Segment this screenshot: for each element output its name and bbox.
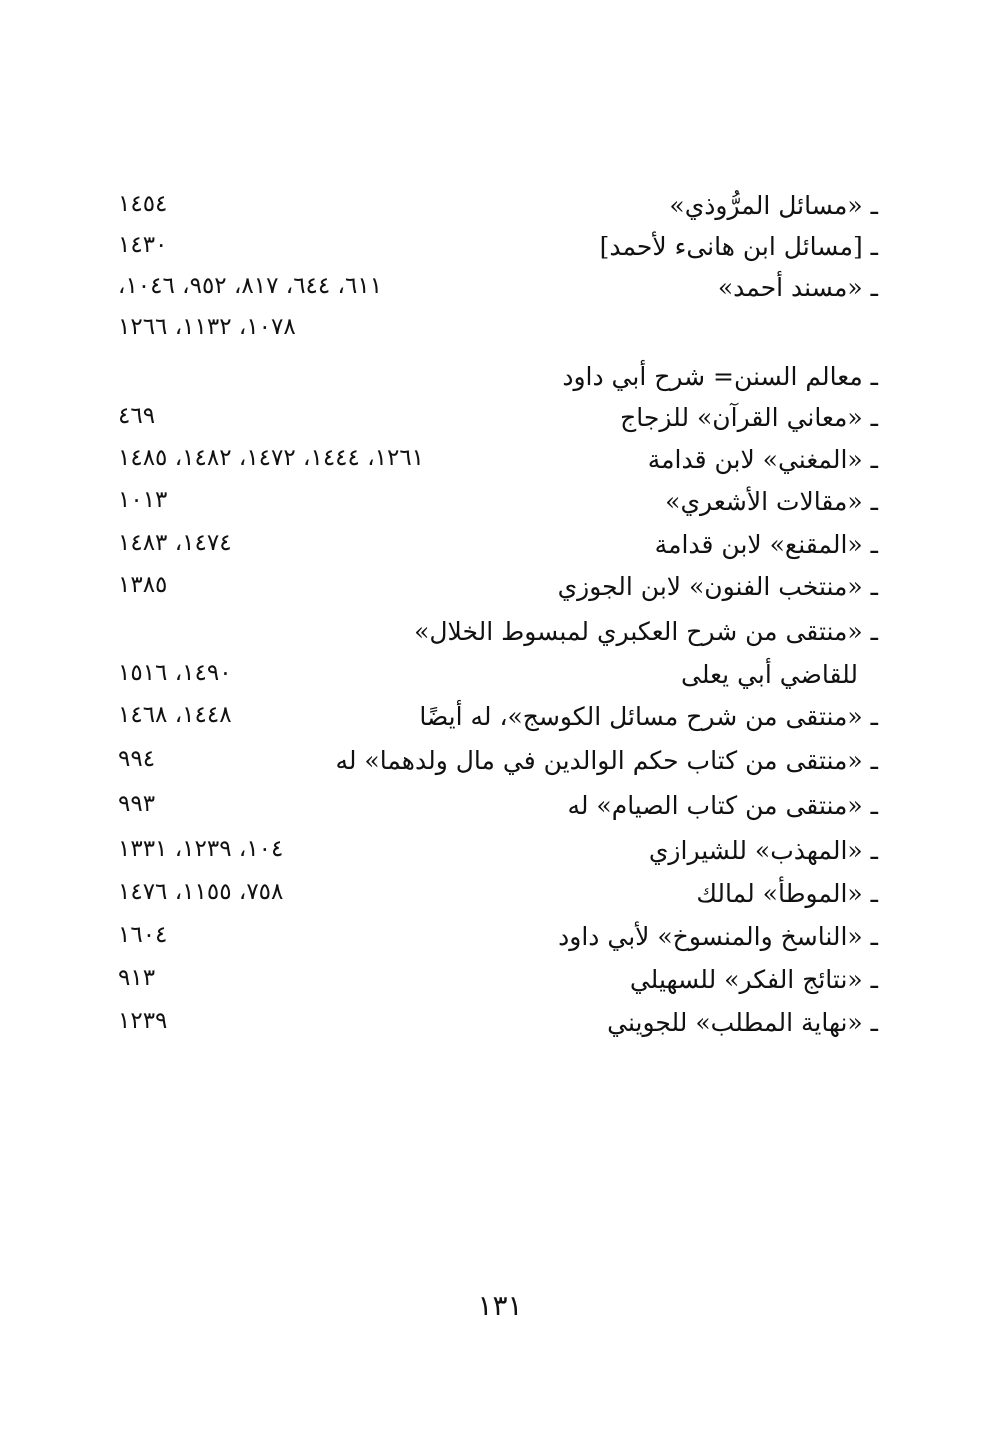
index-entry bbox=[0, 440, 1000, 484]
entry-title: ـ «مقالات الأشعري» bbox=[665, 487, 878, 516]
entry-page-refs: ٩١٣ bbox=[118, 965, 156, 991]
index-entry bbox=[0, 398, 1000, 442]
index-entry bbox=[0, 697, 1000, 741]
index-entry-continuation bbox=[0, 309, 1000, 353]
entry-title: ـ «منتقى من شرح العكبري لمبسوط الخلال» bbox=[414, 617, 878, 646]
index-entry bbox=[0, 786, 1000, 830]
entry-page-refs: ١٣٨٥ bbox=[118, 572, 168, 598]
entry-page-refs: ٩٩٤ bbox=[118, 746, 156, 772]
index-entry bbox=[0, 227, 1000, 271]
entry-page-refs: ١٢٦١، ١٤٤٤، ١٤٧٢، ١٤٨٢، ١٤٨٥ bbox=[118, 445, 425, 471]
index-entry bbox=[0, 917, 1000, 961]
entry-page-refs: ٩٩٣ bbox=[118, 791, 156, 817]
entry-title: ـ «منتقى من كتاب الصيام» له bbox=[567, 791, 878, 820]
index-entry bbox=[0, 482, 1000, 526]
index-entry bbox=[0, 612, 1000, 656]
entry-page-refs: ١٢٣٩ bbox=[118, 1008, 168, 1034]
entry-page-refs: ١٤٤٨، ١٤٦٨ bbox=[118, 702, 232, 728]
index-entry bbox=[0, 567, 1000, 611]
entry-title: ـ «منتقى من كتاب حكم الوالدين في مال ولدهما» له bbox=[335, 746, 878, 775]
entry-page-refs: ١٦٠٤ bbox=[118, 922, 168, 948]
entry-title: ـ «نهاية المطلب» للجويني bbox=[607, 1008, 878, 1037]
index-entry bbox=[0, 874, 1000, 918]
entry-title: ـ «معاني القرآن» للزجاج bbox=[620, 403, 878, 432]
index-entry bbox=[0, 268, 1000, 312]
entry-title: ـ «منتقى من شرح مسائل الكوسج»، له أيضًا bbox=[419, 702, 878, 731]
entry-title: ـ معالم السنن= شرح أبي داود bbox=[562, 362, 878, 391]
entry-title: ـ «مسائل المرُّوذي» bbox=[669, 191, 878, 220]
entry-title: ـ «منتخب الفنون» لابن الجوزي bbox=[557, 572, 878, 601]
index-entry bbox=[0, 186, 1000, 230]
entry-title: للقاضي أبي يعلى bbox=[681, 660, 858, 689]
entry-page-refs: ١٤٩٠، ١٥١٦ bbox=[118, 660, 232, 686]
entry-title: ـ «نتائج الفكر» للسهيلي bbox=[629, 965, 878, 994]
entry-title: ـ «المهذب» للشيرازي bbox=[648, 836, 878, 865]
entry-title: ـ «المغني» لابن قدامة bbox=[647, 445, 878, 474]
entry-page-refs: ١٤٧٤، ١٤٨٣ bbox=[118, 530, 232, 556]
index-entry-continuation bbox=[0, 655, 1000, 699]
entry-page-refs: ١٠٧٨، ١١٣٢، ١٢٦٦ bbox=[118, 314, 296, 340]
entry-page-refs: ١٤٥٤ bbox=[118, 191, 168, 217]
entry-title: ـ «المقنع» لابن قدامة bbox=[654, 530, 878, 559]
entry-page-refs: ١٠٤، ١٢٣٩، ١٣٣١ bbox=[118, 836, 284, 862]
entry-title: ـ [مسائل ابن هانىء لأحمد] bbox=[599, 232, 878, 261]
index-entry bbox=[0, 357, 1000, 401]
index-entry bbox=[0, 1003, 1000, 1047]
entry-page-refs: ٤٦٩ bbox=[118, 403, 156, 429]
index-entry bbox=[0, 831, 1000, 875]
index-entry bbox=[0, 741, 1000, 785]
index-entry bbox=[0, 525, 1000, 569]
entry-title: ـ «مسند أحمد» bbox=[717, 273, 878, 302]
entry-page-refs: ١٤٣٠ bbox=[118, 232, 168, 258]
entry-title: ـ «الناسخ والمنسوخ» لأبي داود bbox=[558, 922, 878, 951]
entry-page-refs: ٦١١، ٦٤٤، ٨١٧، ٩٥٢، ١٠٤٦، bbox=[118, 273, 383, 299]
index-entry bbox=[0, 960, 1000, 1004]
page-number: ١٣١ bbox=[477, 1289, 523, 1322]
entry-page-refs: ١٠١٣ bbox=[118, 487, 168, 513]
entry-title: ـ «الموطأ» لمالك bbox=[696, 879, 878, 908]
entry-page-refs: ٧٥٨، ١١٥٥، ١٤٧٦ bbox=[118, 879, 284, 905]
